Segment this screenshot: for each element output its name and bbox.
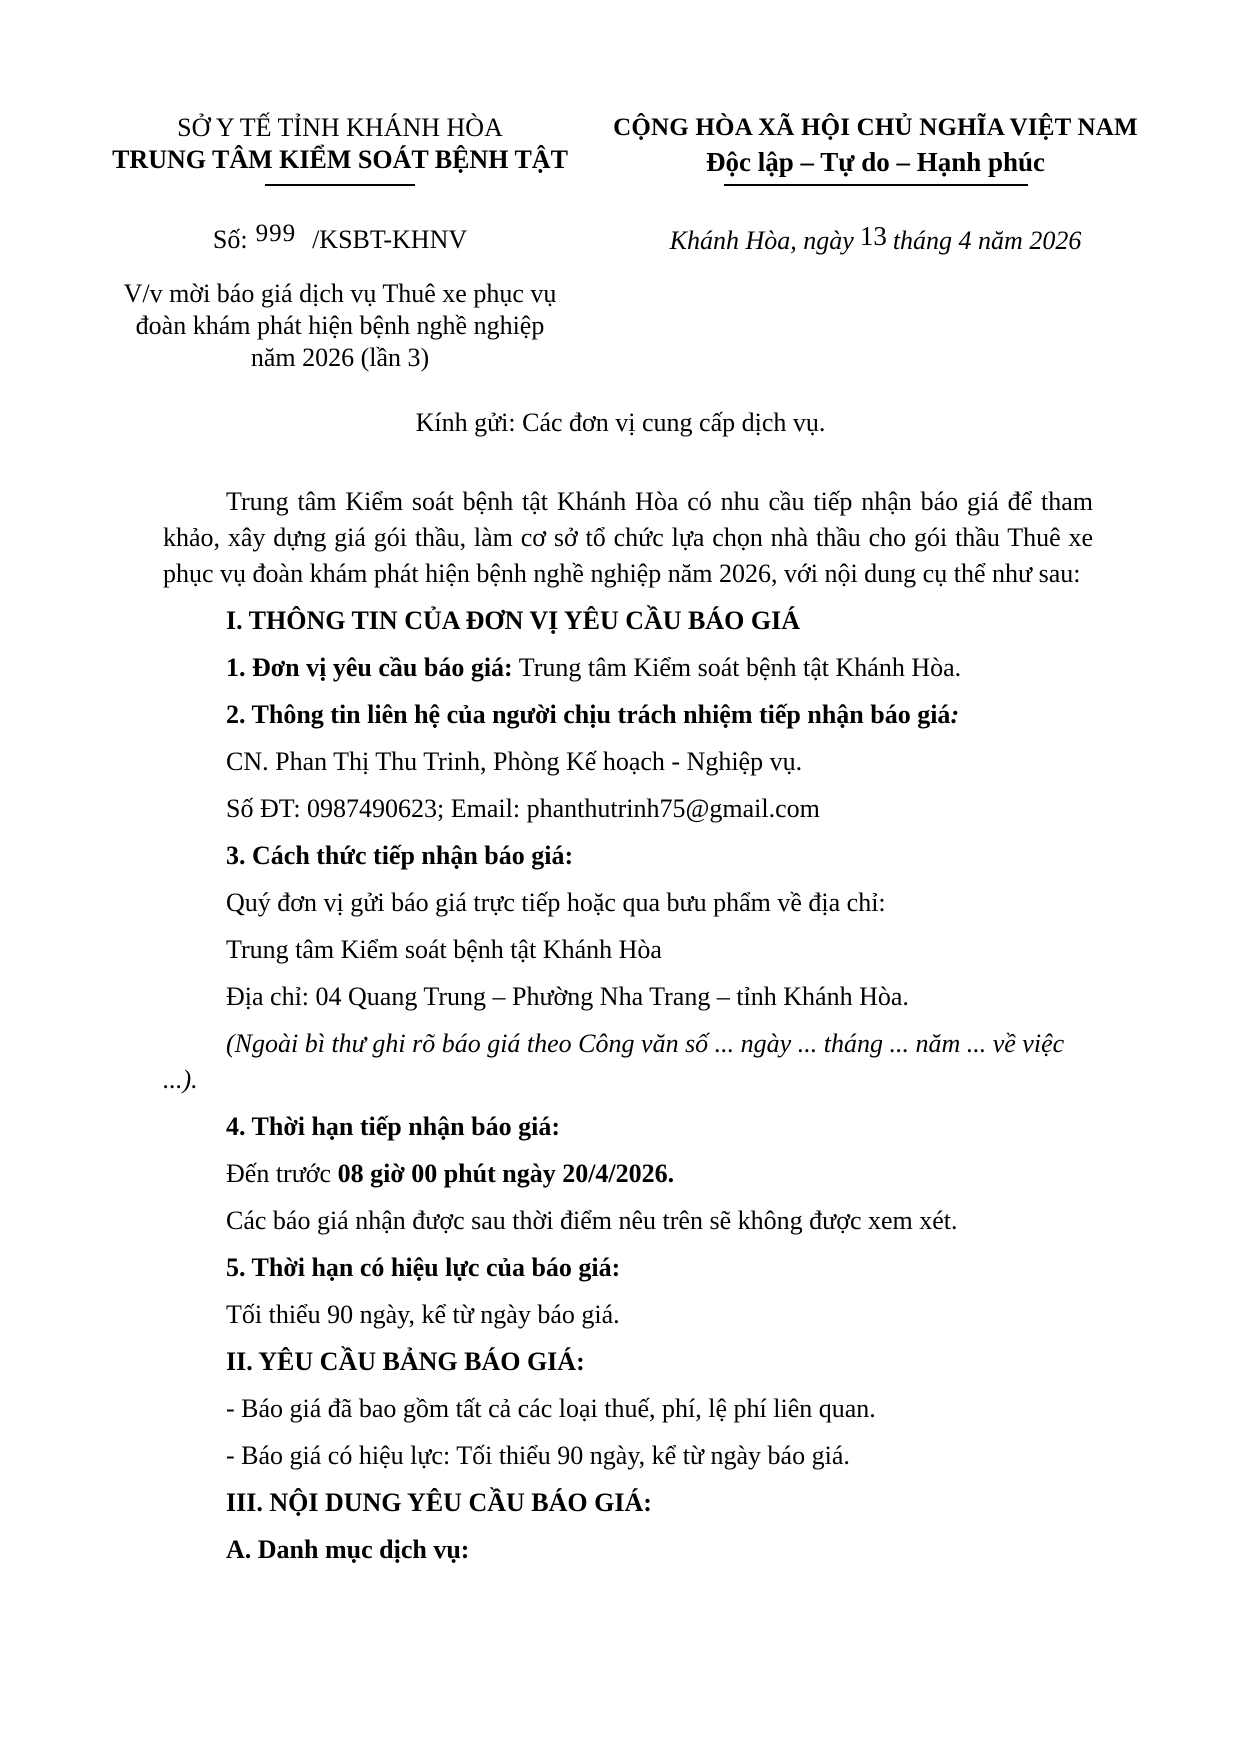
item-2-contact-heading bbox=[163, 697, 1093, 733]
section-2-bullet-1: - Báo giá đã bao gồm tất cả các loại thuế, phí, lệ phí liên quan. bbox=[226, 1394, 876, 1423]
contact-person-line: CN. Phan Thị Thu Trinh, Phòng Kế hoạch - Nghiệp vụ. bbox=[226, 747, 803, 776]
document-number-line bbox=[100, 218, 580, 256]
document-number-value: 999 bbox=[255, 220, 297, 247]
item-2-label: 2. Thông tin liên hệ của người chịu trách nhiệm tiếp nhận báo giá bbox=[226, 700, 951, 729]
section-3-sub-heading: A. Danh mục dịch vụ: bbox=[226, 1535, 470, 1564]
contact-phone-email-line: Số ĐT: 0987490623; Email: phanthutrinh75@gmail.com bbox=[226, 794, 820, 823]
document-body bbox=[163, 484, 1093, 1568]
issuer-underline-rule bbox=[265, 184, 415, 186]
national-title: CỘNG HÒA XÃ HỘI CHỦ NGHĨA VIỆT NAM bbox=[613, 114, 1138, 141]
salutation-line: Kính gửi: Các đơn vị cung cấp dịch vụ. bbox=[415, 408, 826, 437]
document-subject bbox=[100, 278, 580, 374]
issuer-org-name: TRUNG TÂM KIỂM SOÁT BỆNH TẬT bbox=[112, 145, 568, 174]
section-1-heading: I. THÔNG TIN CỦA ĐƠN VỊ YÊU CẦU BÁO GIÁ bbox=[226, 606, 801, 635]
section-2-bullet-2: - Báo giá có hiệu lực: Tối thiểu 90 ngày, kể từ ngày báo giá. bbox=[226, 1441, 850, 1470]
document-number-suffix: /KSBT-KHNV bbox=[312, 225, 468, 254]
item-3-heading: 3. Cách thức tiếp nhận báo giá: bbox=[226, 841, 574, 870]
national-header-block bbox=[580, 112, 1171, 374]
issuer-parent-org: SỞ Y TẾ TỈNH KHÁNH HÒA bbox=[177, 113, 503, 142]
item-4-note-line: Các báo giá nhận được sau thời điểm nêu trên sẽ không được xem xét. bbox=[226, 1206, 958, 1235]
intro-paragraph: Trung tâm Kiểm soát bệnh tật Khánh Hòa có nhu cầu tiếp nhận báo giá để tham khảo, xây dựng giá gói thầu, làm cơ sở tổ chức lựa chọn nhà thầu cho gói thầu Thuê xe phục vụ đoàn khám phát hiện bệnh nghề nghiệp năm 2026, với nội dung cụ thể như sau: bbox=[163, 487, 1093, 588]
item-1-requesting-unit bbox=[163, 650, 1093, 686]
item-5-text-line: Tối thiểu 90 ngày, kể từ ngày báo giá. bbox=[226, 1300, 620, 1329]
item-4-prefix: Đến trước bbox=[226, 1159, 338, 1188]
item-2-colon: : bbox=[950, 700, 960, 729]
place-date-prefix: Khánh Hòa, ngày bbox=[669, 226, 854, 255]
place-date-line bbox=[580, 220, 1171, 257]
item-3-instruction-line: Quý đơn vị gửi báo giá trực tiếp hoặc qua bưu phẩm về địa chỉ: bbox=[226, 888, 886, 917]
item-1-label: 1. Đơn vị yêu cầu báo giá: bbox=[226, 653, 513, 682]
item-3-recipient-line: Trung tâm Kiểm soát bệnh tật Khánh Hòa bbox=[226, 935, 662, 964]
national-motto: Độc lập – Tự do – Hạnh phúc bbox=[705, 147, 1046, 177]
item-4-heading: 4. Thời hạn tiếp nhận báo giá: bbox=[226, 1112, 560, 1141]
place-date-suffix: tháng 4 năm 2026 bbox=[892, 226, 1082, 255]
document-header bbox=[100, 0, 1171, 374]
issuer-block bbox=[100, 112, 580, 374]
motto-underline-rule bbox=[724, 184, 1028, 186]
item-4-deadline-line bbox=[163, 1156, 1093, 1192]
document-number-label: Số: bbox=[212, 225, 248, 254]
section-3-heading: III. NỘI DUNG YÊU CẦU BÁO GIÁ: bbox=[226, 1488, 652, 1517]
subject-line-1: V/v mời báo giá dịch vụ Thuê xe phục vụ bbox=[123, 279, 557, 308]
item-3-envelope-note: (Ngoài bì thư ghi rõ báo giá theo Công văn số ... ngày ... tháng ... năm ... về việc ...). bbox=[163, 1029, 1065, 1094]
section-2-heading: II. YÊU CẦU BẢNG BÁO GIÁ: bbox=[226, 1347, 585, 1376]
subject-line-2: đoàn khám phát hiện bệnh nghề nghiệp bbox=[135, 311, 545, 340]
item-4-deadline: 08 giờ 00 phút ngày 20/4/2026. bbox=[337, 1159, 675, 1188]
item-3-address-line: Địa chỉ: 04 Quang Trung – Phường Nha Trang – tỉnh Khánh Hòa. bbox=[226, 982, 909, 1011]
item-1-text: Trung tâm Kiểm soát bệnh tật Khánh Hòa. bbox=[512, 653, 962, 682]
date-day-value: 13 bbox=[859, 221, 887, 251]
item-5-heading: 5. Thời hạn có hiệu lực của báo giá: bbox=[226, 1253, 621, 1282]
subject-line-3: năm 2026 (lần 3) bbox=[250, 343, 430, 372]
